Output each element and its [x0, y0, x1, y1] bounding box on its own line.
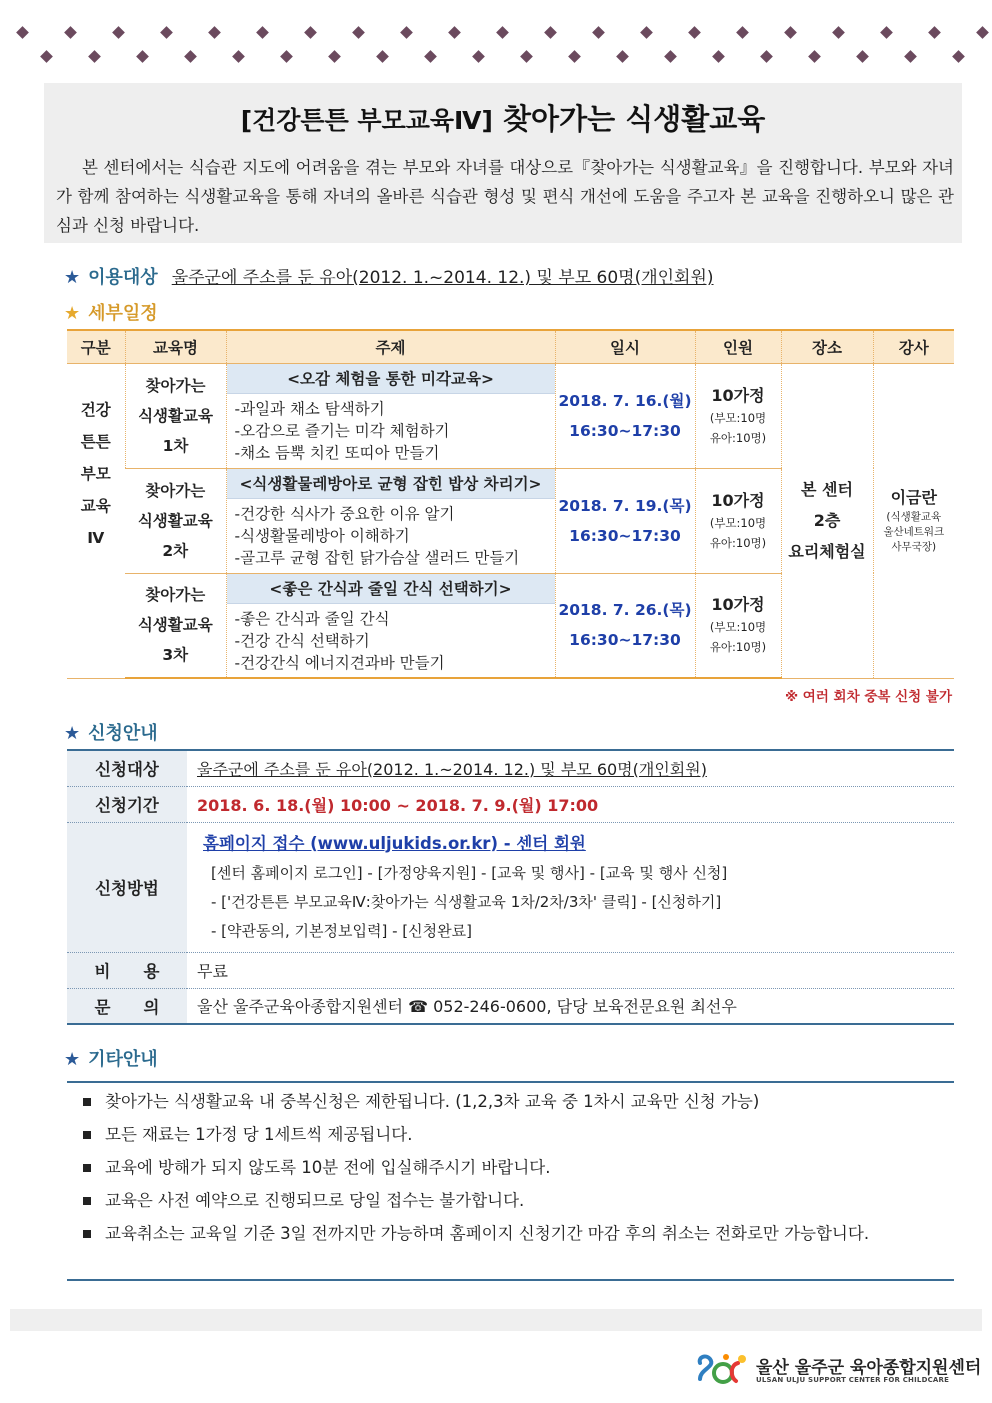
diamond-dot-icon: [40, 50, 53, 63]
list-item: [67, 1085, 954, 1118]
star-icon: ★: [64, 303, 81, 324]
time-text: 16:30~17:30: [569, 631, 681, 650]
diamond-dot-icon: [64, 26, 77, 39]
etc-item-text: 찾아가는 식생활교육 내 중복신청은 제한됩니다. (1,2,3차 교육 중 1차시 교육만 신청 가능): [105, 1092, 760, 1111]
diamond-dot-icon: [808, 50, 821, 63]
place-text: 2층: [813, 511, 841, 530]
etc-item-text: 교육에 방해가 되지 않도록 10분 전에 입실해주시기 바랍니다.: [105, 1158, 551, 1177]
date-cell: [555, 363, 695, 468]
homepage-link[interactable]: 홈페이지 접수 (www.uljukids.or.kr) - 센터 회원: [203, 833, 586, 853]
duplicate-notice: ※ 여러 회차 중복 신청 불가: [784, 689, 952, 705]
header-cell: 주제: [226, 330, 555, 363]
schedule-header-row: [67, 330, 954, 363]
diamond-dot-icon: [16, 26, 29, 39]
date-cell: [555, 573, 695, 678]
list-item: [67, 1118, 954, 1151]
list-item: [67, 1217, 954, 1250]
diamond-dot-icon: [880, 26, 893, 39]
header-cell: 구분: [67, 330, 125, 363]
section-etc-label: 기타안내: [88, 1049, 158, 1070]
header-cell: 강사: [873, 330, 954, 363]
diamond-dot-icon: [520, 50, 533, 63]
apply-target-value: 울주군에 주소를 둔 유아(2012. 1.~2014. 12.) 및 부모 60명(개인회원): [187, 750, 954, 786]
edu-name-text: 2차: [162, 541, 189, 560]
diamond-dot-icon: [424, 50, 437, 63]
etc-item-text: 교육은 사전 예약으로 진행되므로 당일 접수는 불가합니다.: [105, 1191, 525, 1210]
schedule-table: [67, 329, 954, 679]
edu-name-text: 식생활교육: [138, 406, 213, 425]
people-detail: 유아:10명): [709, 535, 767, 550]
place-text: 요리체험실: [788, 542, 866, 561]
table-row: [67, 988, 954, 1024]
place-cell: [781, 363, 873, 678]
topic-item: -골고루 균형 잡힌 닭가슴살 샐러드 만들기: [234, 548, 520, 567]
square-bullet-icon: [83, 1164, 91, 1172]
list-item: [67, 1184, 954, 1217]
people-detail: (부모:10명: [709, 410, 767, 425]
list-item: [67, 1151, 954, 1184]
edu-name-cell: [125, 363, 226, 468]
edu-name-text: 식생활교육: [137, 511, 213, 530]
diamond-dot-icon: [472, 50, 485, 63]
star-icon: ★: [64, 1049, 81, 1070]
lecturer-detail: 사무국장): [891, 541, 937, 553]
footer-bar: [10, 1309, 982, 1331]
edu-name-text: 3차: [162, 646, 189, 665]
time-text: 16:30~17:30: [569, 526, 681, 545]
apply-target-label: 신청대상: [67, 750, 187, 786]
diamond-dot-icon: [280, 50, 293, 63]
topic-item: -오감으로 즐기는 미각 체험하기: [234, 421, 450, 440]
diamond-dot-icon: [664, 50, 677, 63]
diamond-dot-icon: [784, 26, 797, 39]
date-text: 2018. 7. 19.(목): [558, 496, 692, 515]
section-apply-label: 신청안내: [88, 723, 158, 744]
diamond-dot-icon: [976, 26, 989, 39]
etc-item-text: 모든 재료는 1가정 당 1세트씩 제공됩니다.: [105, 1125, 413, 1144]
section-schedule-label: 세부일정: [88, 303, 158, 324]
star-icon: ★: [64, 723, 81, 744]
diamond-dot-icon: [760, 50, 773, 63]
header-cell: 일시: [555, 330, 695, 363]
people-count: 10가정: [711, 385, 765, 405]
category-text: 건강: [80, 400, 111, 419]
topic-cell: [226, 363, 555, 468]
diamond-dot-icon: [352, 26, 365, 39]
square-bullet-icon: [83, 1131, 91, 1139]
topic-item: -좋은 간식과 줄일 간식: [234, 609, 390, 628]
center-logo-icon: [696, 1351, 748, 1387]
lecturer-detail: (식생활교육: [886, 511, 942, 523]
square-bullet-icon: [83, 1230, 91, 1238]
people-cell: [695, 363, 781, 468]
intro-text: 본 센터에서는 식습관 지도에 어려움을 겪는 부모와 자녀를 대상으로『찾아가는 식생활교육』을 진행합니다. 부모와 자녀가 함께 참여하는 식생활교육을 통해 자녀의 올바른 식습관 형성 및 편식 개선에 도움을 주고자 본 교육을 진행하오니 많은 관심과 신청 바랍니다.: [56, 158, 954, 235]
section-target-label: 이용대상: [88, 267, 158, 288]
title-prefix: [건강튼튼 부모교육Ⅳ]: [240, 106, 493, 135]
lecturer-detail: 울산네트워크: [883, 526, 945, 538]
category-text: 튼튼: [80, 432, 111, 451]
topic-title: <좋은 간식과 줄일 간식 선택하기>: [227, 574, 555, 604]
diamond-dot-icon: [496, 26, 509, 39]
diamond-dot-icon: [616, 50, 629, 63]
time-text: 16:30~17:30: [569, 421, 681, 440]
diamond-dot-icon: [688, 26, 701, 39]
apply-contact-label: 문 의: [67, 988, 187, 1024]
diamond-dot-icon: [736, 26, 749, 39]
diamond-dot-icon: [328, 50, 341, 63]
topic-list: [227, 604, 555, 676]
edu-name-text: 1차: [162, 436, 189, 455]
category-text: 교육: [80, 496, 111, 515]
diamond-dot-icon: [136, 50, 149, 63]
people-count: 10가정: [711, 595, 765, 615]
diamond-dot-icon: [88, 50, 101, 63]
intro-box: [44, 83, 962, 243]
square-bullet-icon: [83, 1197, 91, 1205]
category-text: Ⅳ: [87, 528, 105, 547]
lecturer-name: 이금란: [890, 488, 937, 507]
section-schedule: [64, 299, 158, 325]
table-row: [67, 363, 954, 468]
center-logo-name: 울산 울주군 육아종합지원센터: [756, 1358, 982, 1378]
diamond-dot-icon: [544, 26, 557, 39]
method-step: - ['건강튼튼 부모교육Ⅳ:찾아가는 식생활교육 1차/2차/3차' 클릭] - [신청하기]: [211, 892, 722, 911]
header-cell: 인원: [695, 330, 781, 363]
date-text: 2018. 7. 16.(월): [558, 391, 692, 410]
section-target: [64, 263, 714, 289]
diamond-dot-icon: [568, 50, 581, 63]
edu-name-text: 찾아가는: [145, 586, 206, 605]
category-cell: [67, 363, 125, 678]
date-cell: [555, 468, 695, 573]
etc-list: [67, 1081, 954, 1281]
diamond-dot-icon: [640, 26, 653, 39]
diamond-dot-icon: [952, 50, 965, 63]
table-row: [67, 786, 954, 822]
diamond-dot-icon: [904, 50, 917, 63]
table-row: [67, 750, 954, 786]
apply-table: [67, 749, 954, 1025]
people-cell: [695, 573, 781, 678]
diamond-dot-icon: [448, 26, 461, 39]
diamond-dot-icon: [160, 26, 173, 39]
apply-contact-value: 울산 울주군육아종합지원센터 ☎ 052-246-0600, 담당 보육전문요원 최선우: [187, 988, 954, 1024]
diamond-dot-icon: [400, 26, 413, 39]
edu-name-text: 식생활교육: [137, 616, 213, 635]
method-step: [센터 홈페이지 로그인] - [가정양육지원] - [교육 및 행사] - [교육 및 행사 신청]: [211, 863, 728, 882]
people-detail: (부모:10명: [709, 515, 767, 530]
topic-item: -채소 듬뿍 치킨 또띠아 만들기: [234, 443, 440, 462]
header-cell: 교육명: [125, 330, 226, 363]
diamond-dot-icon: [112, 26, 125, 39]
page-title: [44, 97, 962, 138]
edu-name-cell: [125, 573, 226, 678]
decorative-dot-band: [10, 24, 982, 64]
diamond-dot-icon: [256, 26, 269, 39]
edu-name-cell: [125, 468, 226, 573]
table-row: [67, 952, 954, 988]
topic-item: -과일과 채소 탐색하기: [234, 399, 385, 418]
title-main: 찾아가는 식생활교육: [503, 102, 766, 136]
apply-method-label: 신청방법: [67, 822, 187, 952]
center-logo: [696, 1351, 982, 1391]
topic-title: <식생활물레방아로 균형 잡힌 밥상 차리기>: [227, 469, 555, 499]
diamond-dot-icon: [304, 26, 317, 39]
topic-list: [227, 394, 555, 466]
date-text: 2018. 7. 26.(목): [558, 601, 692, 620]
edu-name-text: 찾아가는: [145, 481, 206, 500]
header-cell: 장소: [781, 330, 873, 363]
diamond-dot-icon: [208, 26, 221, 39]
method-step: - [약관동의, 기본정보입력] - [신청완료]: [211, 921, 472, 940]
star-icon: ★: [64, 267, 81, 288]
section-apply: [64, 719, 158, 745]
diamond-dot-icon: [856, 50, 869, 63]
diamond-dot-icon: [592, 26, 605, 39]
apply-method-value: [187, 822, 954, 952]
diamond-dot-icon: [928, 26, 941, 39]
diamond-dot-icon: [232, 50, 245, 63]
table-row: [67, 822, 954, 952]
people-detail: (부모:10명: [709, 620, 767, 635]
diamond-dot-icon: [832, 26, 845, 39]
people-cell: [695, 468, 781, 573]
apply-period-value: 2018. 6. 18.(월) 10:00 ~ 2018. 7. 9.(월) 17:00: [187, 786, 954, 822]
apply-fee-value: 무료: [187, 952, 954, 988]
diamond-dot-icon: [712, 50, 725, 63]
diamond-dot-icon: [184, 50, 197, 63]
apply-fee-label: 비 용: [67, 952, 187, 988]
people-detail: 유아:10명): [709, 640, 767, 655]
topic-item: -건강 간식 선택하기: [234, 631, 370, 650]
lecturer-cell: [873, 363, 954, 678]
topic-cell: [226, 468, 555, 573]
topic-item: -건강간식 에너지견과바 만들기: [234, 653, 445, 672]
category-text: 부모: [80, 464, 111, 483]
etc-item-text: 교육취소는 교육일 기준 3일 전까지만 가능하며 홈페이지 신청기간 마감 후의 취소는 전화로만 가능합니다.: [105, 1224, 870, 1243]
square-bullet-icon: [83, 1098, 91, 1106]
edu-name-text: 찾아가는: [145, 376, 206, 395]
people-detail: 유아:10명): [709, 430, 767, 445]
topic-item: -건강한 식사가 중요한 이유 알기: [234, 504, 455, 523]
people-count: 10가정: [711, 490, 765, 510]
section-etc: [64, 1045, 158, 1071]
topic-list: [227, 499, 555, 571]
diamond-dot-icon: [376, 50, 389, 63]
topic-cell: [226, 573, 555, 678]
place-text: 본 센터: [801, 480, 853, 499]
apply-period-label: 신청기간: [67, 786, 187, 822]
topic-item: -식생활물레방아 이해하기: [234, 526, 410, 545]
center-logo-subtitle: ULSAN ULJU SUPPORT CENTER FOR CHILDCARE: [756, 1376, 950, 1384]
section-target-value: 울주군에 주소를 둔 유아(2012. 1.~2014. 12.) 및 부모 60명(개인회원): [171, 268, 714, 288]
topic-title: <오감 체험을 통한 미각교육>: [227, 364, 555, 394]
